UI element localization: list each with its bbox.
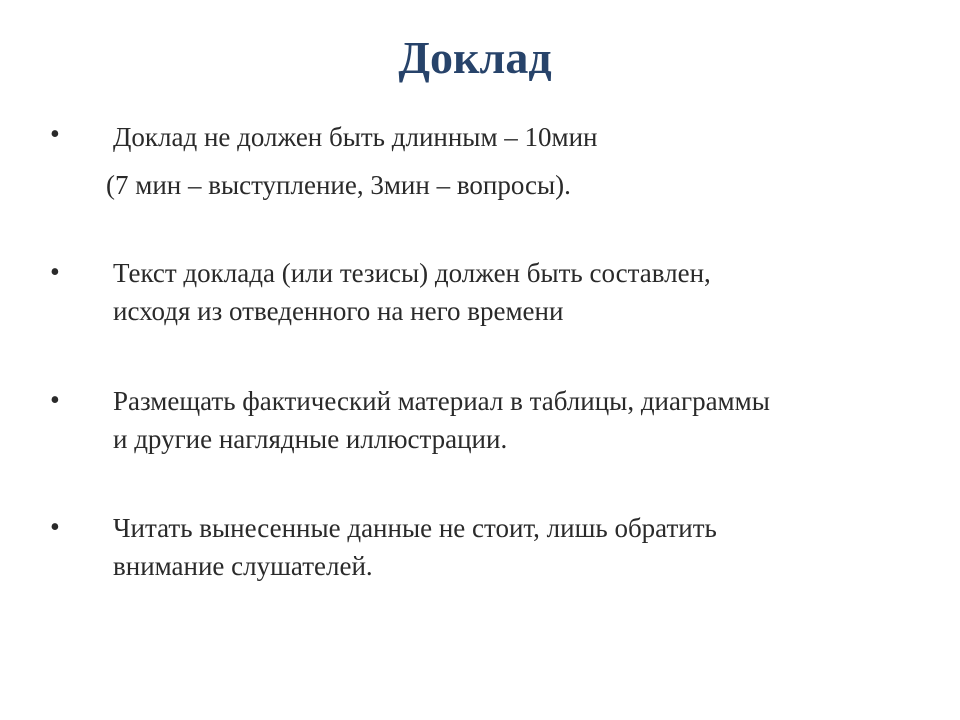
bullet-dot-icon: • xyxy=(50,385,60,416)
bullet-text-line: Доклад не должен быть длинным – 10мин xyxy=(113,122,598,152)
bullet-text-line: Читать вынесенные данные не стоит, лишь обратить xyxy=(113,513,717,543)
bullet-text-line: и другие наглядные иллюстрации. xyxy=(113,424,508,454)
bullet-text-line: исходя из отведенного на него времени xyxy=(113,296,564,326)
bullet-text-line: Размещать фактический материал в таблицы, диаграммы xyxy=(113,386,770,416)
bullet-dot-icon: • xyxy=(50,119,60,150)
bullet-dot-icon: • xyxy=(50,257,60,288)
slide-title: Доклад xyxy=(398,32,552,83)
bullet-text-line: Текст доклада (или тезисы) должен быть составлен, xyxy=(113,258,711,288)
bullet-dot-icon: • xyxy=(50,512,60,543)
bullet-text-line: (7 мин – выступление, 3мин – вопросы). xyxy=(106,170,571,200)
bullet-text-line: внимание слушателей. xyxy=(113,551,373,581)
